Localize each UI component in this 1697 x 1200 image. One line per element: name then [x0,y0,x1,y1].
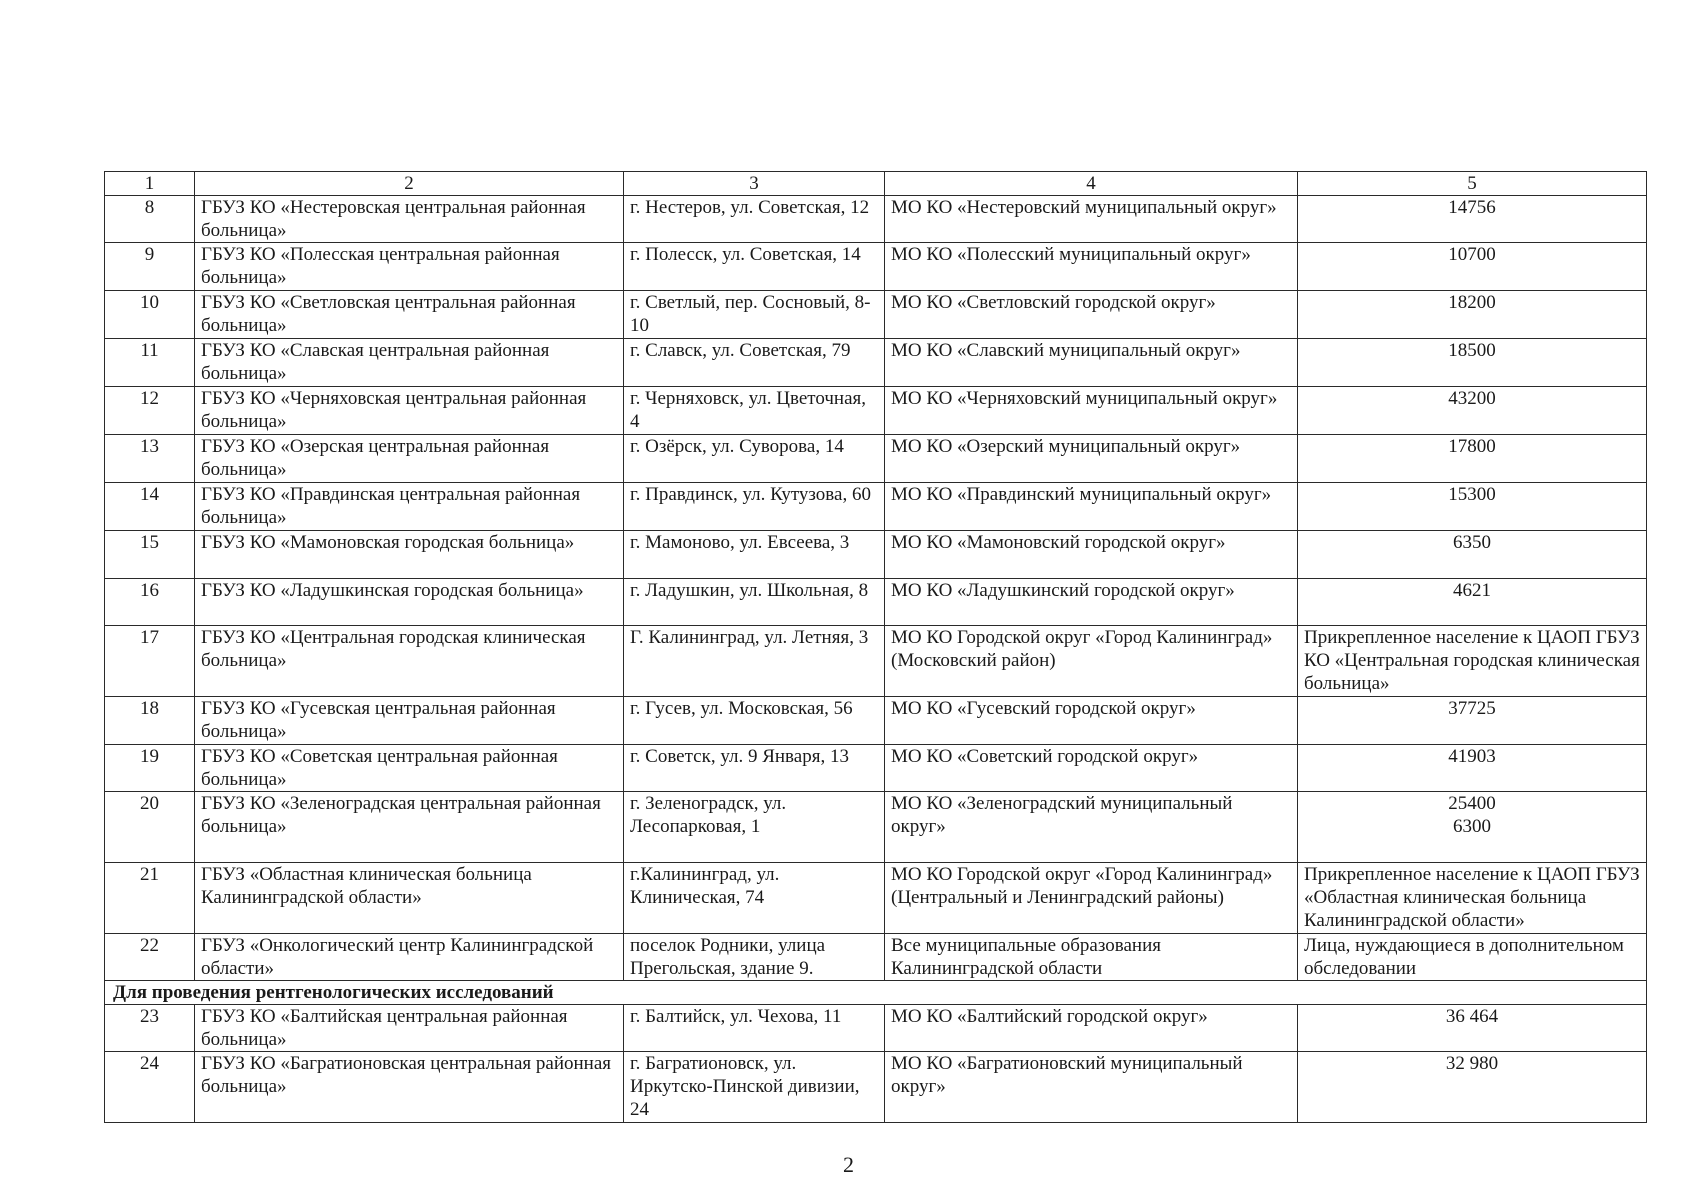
municipality: МО КО «Балтийский городской округ» [885,1005,1298,1052]
municipality: Все муниципальные образования Калининградской области [885,934,1298,981]
table-row [105,243,1647,291]
institution-address: г. Мамоново, ул. Евсеева, 3 [624,531,885,579]
population-value: 4621 [1298,579,1647,626]
institution-name: ГБУЗ КО «Нестеровская центральная районная больница» [195,196,624,243]
row-number: 8 [105,196,195,243]
population-value: 14756 [1298,196,1647,243]
section-title: Для проведения рентгенологических исследований [105,981,1647,1005]
population-value: 41903 [1298,745,1647,792]
row-number: 12 [105,387,195,435]
population-note: Прикрепленное население к ЦАОП ГБУЗ «Областная клиническая больница Калининградской области» [1298,863,1647,934]
table-row [105,863,1647,934]
row-number: 18 [105,697,195,745]
table-row [105,1052,1647,1123]
institution-address: г. Правдинск, ул. Кутузова, 60 [624,483,885,531]
table-row [105,531,1647,579]
institution-address: Г. Калининград, ул. Летняя, 3 [624,626,885,697]
municipality: МО КО «Правдинский муниципальный округ» [885,483,1298,531]
institution-address: г. Советск, ул. 9 Января, 13 [624,745,885,792]
row-number: 22 [105,934,195,981]
population-note: Прикрепленное население к ЦАОП ГБУЗ КО «Центральная городская клиническая больница» [1298,626,1647,697]
row-number: 13 [105,435,195,483]
column-number: 4 [885,172,1298,196]
row-number: 10 [105,291,195,339]
institution-name: ГБУЗ «Онкологический центр Калининградской области» [195,934,624,981]
institution-name: ГБУЗ КО «Центральная городская клиническая больница» [195,626,624,697]
municipality: МО КО «Озерский муниципальный округ» [885,435,1298,483]
municipality: МО КО Городской округ «Город Калининград» (Центральный и Ленинградский районы) [885,863,1298,934]
table-row [105,579,1647,626]
municipality: МО КО «Зеленоградский муниципальный округ» [885,792,1298,863]
population-value: 36 464 [1298,1005,1647,1052]
institution-address: г.Калининград, ул. Клиническая, 74 [624,863,885,934]
column-number: 5 [1298,172,1647,196]
population-value: 6350 [1298,531,1647,579]
row-number: 17 [105,626,195,697]
row-number: 24 [105,1052,195,1123]
institution-name: ГБУЗ КО «Гусевская центральная районная больница» [195,697,624,745]
row-number: 14 [105,483,195,531]
municipality: МО КО «Советский городской округ» [885,745,1298,792]
institution-name: ГБУЗ КО «Озерская центральная районная больница» [195,435,624,483]
institution-name: ГБУЗ КО «Полесская центральная районная больница» [195,243,624,291]
municipality: МО КО «Багратионовский муниципальный округ» [885,1052,1298,1123]
municipality: МО КО «Гусевский городской округ» [885,697,1298,745]
registry-table [104,171,1647,1123]
institution-name: ГБУЗ КО «Славская центральная районная больница» [195,339,624,387]
section-header-row [105,981,1647,1005]
municipality: МО КО «Ладушкинский городской округ» [885,579,1298,626]
institution-address: г. Озёрск, ул. Суворова, 14 [624,435,885,483]
institution-address: г. Ладушкин, ул. Школьная, 8 [624,579,885,626]
population-value: 17800 [1298,435,1647,483]
page-number: 2 [843,1152,854,1177]
institution-name: ГБУЗ «Областная клиническая больница Калининградской области» [195,863,624,934]
population-value: 25400 [1448,793,1496,814]
row-number: 20 [105,792,195,863]
institution-address: г. Балтийск, ул. Чехова, 11 [624,1005,885,1052]
institution-name: ГБУЗ КО «Советская центральная районная больница» [195,745,624,792]
table-row [105,1005,1647,1052]
table-row [105,934,1647,981]
row-number: 15 [105,531,195,579]
population-value: 18500 [1298,339,1647,387]
row-number: 19 [105,745,195,792]
population-values [1298,792,1647,863]
institution-name: ГБУЗ КО «Ладушкинская городская больница» [195,579,624,626]
table-row [105,745,1647,792]
population-value: 15300 [1298,483,1647,531]
column-number-row [105,172,1647,196]
population-note: Лица, нуждающиеся в дополнительном обследовании [1298,934,1647,981]
table-row [105,697,1647,745]
population-value: 43200 [1298,387,1647,435]
institution-address: г. Зеленоградск, ул. Лесопарковая, 1 [624,792,885,863]
institution-address: поселок Родники, улица Прегольская, здание 9. [624,934,885,981]
row-number: 23 [105,1005,195,1052]
column-number: 2 [195,172,624,196]
institution-name: ГБУЗ КО «Балтийская центральная районная больница» [195,1005,624,1052]
table-row [105,483,1647,531]
table-row [105,339,1647,387]
row-number: 11 [105,339,195,387]
institution-name: ГБУЗ КО «Светловская центральная районная больница» [195,291,624,339]
municipality: МО КО «Нестеровский муниципальный округ» [885,196,1298,243]
institution-address: г. Багратионовск, ул. Иркутско-Пинской дивизии, 24 [624,1052,885,1123]
population-value: 18200 [1298,291,1647,339]
municipality: МО КО «Мамоновский городской округ» [885,531,1298,579]
population-value: 37725 [1298,697,1647,745]
table-row [105,387,1647,435]
column-number: 1 [105,172,195,196]
institution-address: г. Славск, ул. Советская, 79 [624,339,885,387]
institution-name: ГБУЗ КО «Черняховская центральная районная больница» [195,387,624,435]
municipality: МО КО «Славский муниципальный округ» [885,339,1298,387]
table-row [105,626,1647,697]
row-number: 21 [105,863,195,934]
table-row [105,196,1647,243]
row-number: 9 [105,243,195,291]
municipality: МО КО «Светловский городской округ» [885,291,1298,339]
institution-name: ГБУЗ КО «Мамоновская городская больница» [195,531,624,579]
table-row [105,435,1647,483]
institution-address: г. Гусев, ул. Московская, 56 [624,697,885,745]
row-number: 16 [105,579,195,626]
column-number: 3 [624,172,885,196]
institution-name: ГБУЗ КО «Зеленоградская центральная районная больница» [195,792,624,863]
institution-address: г. Полесск, ул. Советская, 14 [624,243,885,291]
table-row [105,291,1647,339]
institution-name: ГБУЗ КО «Правдинская центральная районная больница» [195,483,624,531]
municipality: МО КО «Полесский муниципальный округ» [885,243,1298,291]
population-value: 6300 [1453,816,1491,837]
registry-sheet [104,171,1646,1123]
institution-address: г. Черняховск, ул. Цветочная, 4 [624,387,885,435]
institution-name: ГБУЗ КО «Багратионовская центральная районная больница» [195,1052,624,1123]
institution-address: г. Светлый, пер. Сосновый, 8-10 [624,291,885,339]
municipality: МО КО Городской округ «Город Калининград» (Московский район) [885,626,1298,697]
population-value: 10700 [1298,243,1647,291]
institution-address: г. Нестеров, ул. Советская, 12 [624,196,885,243]
population-value: 32 980 [1298,1052,1647,1123]
table-row [105,792,1647,863]
municipality: МО КО «Черняховский муниципальный округ» [885,387,1298,435]
